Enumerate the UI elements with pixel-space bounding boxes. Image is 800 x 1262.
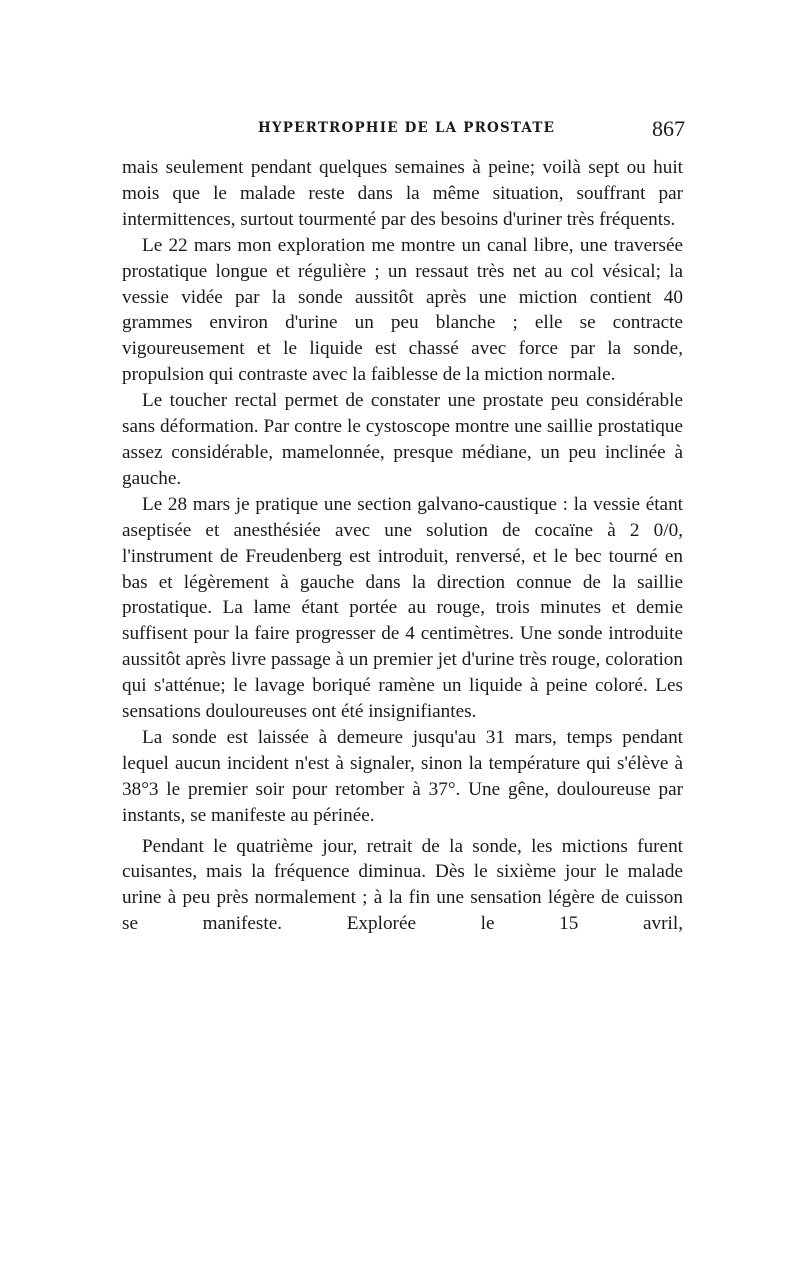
paragraph-3: Le toucher rectal permet de constater une prostate peu considérable sans déformation. Par contre le cystoscope montre une saillie prostatique assez considérable, mamelonnée, presque médiane, un peu inclinée à gauche. — [122, 390, 683, 489]
body-text — [122, 155, 683, 937]
paragraph-1: mais seulement pendant quelques semaines à peine; voilà sept ou huit mois que le malade reste dans la même situation, souffrant par intermittences, surtout tourmenté par des besoins d'uriner très fréquents. — [122, 157, 683, 230]
running-title: HYPERTROPHIE DE LA PROSTATE — [258, 120, 556, 136]
paragraph-5: La sonde est laissée à demeure jusqu'au 31 mars, temps pendant lequel aucun incident n'est à signaler, sinon la température qui s'élève à 38°3 le premier soir pour retomber à 37°. Une gêne, douloureuse par instants, se manifeste au périnée. — [122, 726, 683, 826]
paragraph-2: Le 22 mars mon exploration me montre un canal libre, une traversée prostatique longue et régulière ; un ressaut très net au col vésical; la vessie vidée par la sonde aussitôt après une miction contient 40 grammes environ d'urine un peu blanche ; elle se contracte vigoureusement et le liquide est chassé avec force par la sonde, propulsion qui contraste avec la faiblesse de la miction normale. — [122, 234, 683, 386]
paragraph-6: Pendant le quatrième jour, retrait de la sonde, les mictions furent cuisantes, mais la fréquence diminua. Dès le sixième jour le malade urine à peu près normalement ; à la fin une sensation légère de cuisson se manifeste. Explorée le 15 avril, — [122, 835, 683, 935]
paragraph-4: Le 28 mars je pratique une section galvano-caustique : la vessie étant aseptisée et anesthésiée avec une solution de cocaïne à 2 0/0, l'instrument de Freudenberg est introduit, renversé, et le bec tourné en bas et légèrement à gauche dans la direction connue de la saillie prostatique. La lame étant portée au rouge, trois minutes et demie suffisent pour la faire progresser de 4 centimètres. Une sonde introduite aussitôt après livre passage à un premier jet d'urine très rouge, coloration qui s'atténue; le lavage boriqué ramène un liquide à peine coloré. Les sensations douloureuses ont été insignifiantes. — [122, 493, 683, 723]
running-head — [120, 116, 685, 146]
page-number: 867 — [652, 116, 685, 141]
